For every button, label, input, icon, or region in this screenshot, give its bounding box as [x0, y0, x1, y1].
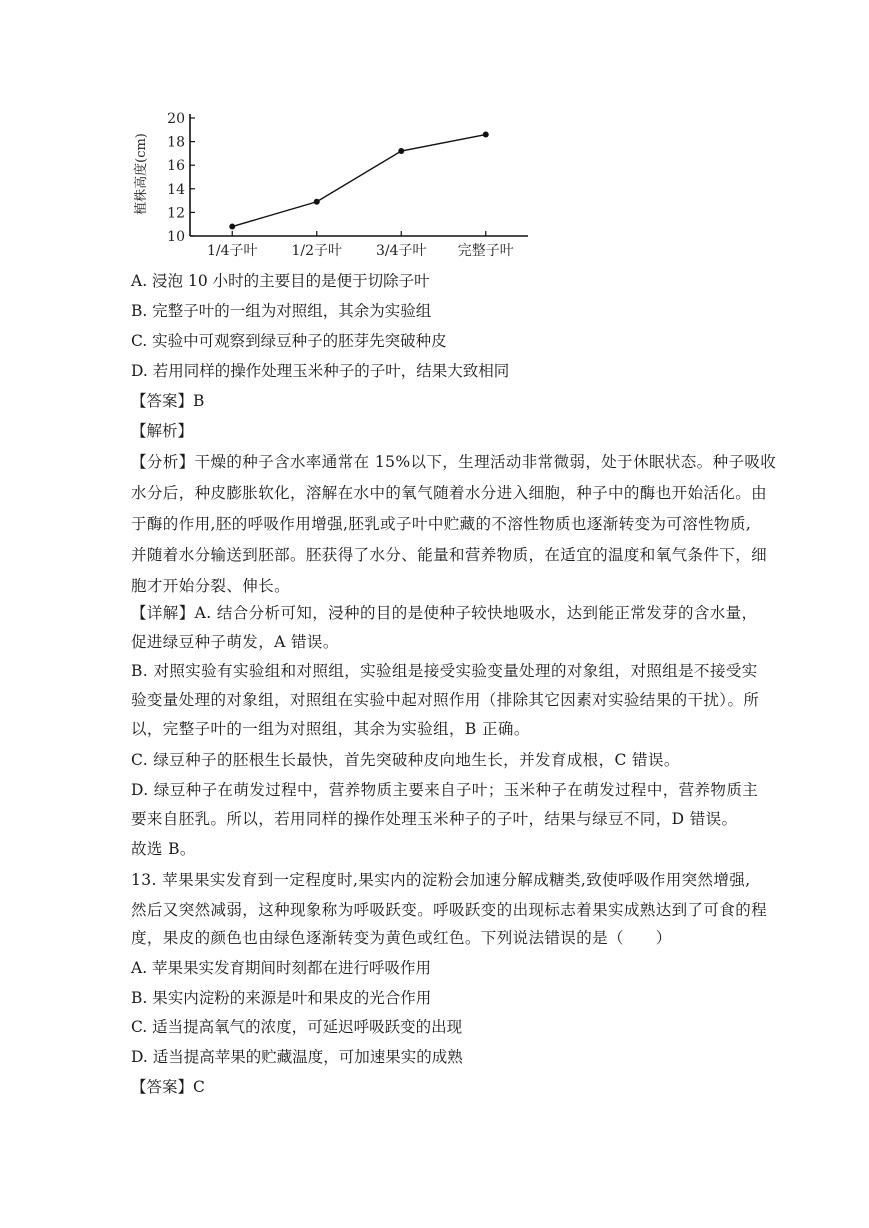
q12-fenxi-line: 于酶的作用,胚的呼吸作用增强,胚乳或子叶中贮藏的不溶性物质也逐渐转变为可溶性物质,: [131, 515, 752, 533]
q13-option-a: A. 苹果果实发育期间时刻都在进行呼吸作用: [131, 959, 432, 977]
y-tick-label: 14: [167, 181, 185, 198]
q12-analysis-title: 【解析】: [131, 422, 194, 440]
data-point: [483, 132, 489, 138]
x-category-label: 完整子叶: [457, 243, 514, 259]
q13-answer: 【答案】C: [131, 1078, 205, 1096]
x-category-labels: [207, 242, 514, 259]
x-category-label: 1/4子叶: [206, 243, 258, 259]
x-category-label: 3/4子叶: [375, 243, 427, 259]
q12-detail-line: 要来自胚乳。所以，若用同样的操作处理玉米种子的子叶，结果与绿豆不同，D 错误。: [131, 810, 738, 828]
q13-option-c: C. 适当提高氧气的浓度，可延迟呼吸跃变的出现: [131, 1018, 463, 1036]
data-point: [229, 224, 235, 230]
q12-option-c: C. 实验中可观察到绿豆种子的胚芽先突破种皮: [131, 332, 447, 350]
q12-detail-line: D. 绿豆种子在萌发过程中，营养物质主要来自子叶；玉米种子在萌发过程中，营养物质主: [131, 781, 759, 799]
q12-answer: 【答案】B: [131, 392, 205, 410]
q12-option-b: B. 完整子叶的一组为对照组，其余为实验组: [131, 302, 432, 320]
q12-fenxi-line: 水分后，种皮膨胀软化，溶解在水中的氧气随着水分进入细胞，种子中的酶也开始活化。由: [131, 484, 768, 502]
q12-option-d: D. 若用同样的操作处理玉米种子的子叶，结果大致相同: [131, 362, 510, 380]
y-tick-label: 20: [167, 111, 185, 127]
q12-fenxi-line: 【分析】干燥的种子含水率通常在 15%以下，生理活动非常微弱，处于休眠状态。种子吸收: [131, 453, 777, 471]
chart-axes: [190, 114, 528, 236]
x-category-label: 1/2子叶: [291, 243, 343, 259]
y-tick-label: 12: [167, 205, 185, 222]
q12-detail-line: 【详解】A. 结合分析可知，浸种的目的是使种子较快地吸水，达到能正常发芽的含水量，: [131, 604, 758, 622]
q12-detail-line: 验变量处理的对象组，对照组在实验中起对照作用（排除其它因素对实验结果的干扰）。所: [131, 691, 760, 709]
q13-stem-line: 13. 苹果果实发育到一定程度时,果实内的淀粉会加速分解成糖类,致使呼吸作用突然增强,: [131, 871, 751, 889]
q13-option-d: D. 适当提高苹果的贮藏温度，可加速果实的成熟: [131, 1048, 463, 1066]
y-tick-label: 16: [167, 158, 185, 175]
q13-stem-line: 然后又突然减弱，这种现象称为呼吸跃变。呼吸跃变的出现标志着果实成熟达到了可食的程: [131, 901, 768, 919]
plant-height-line-chart: [128, 104, 538, 266]
q12-option-a: A. 浸泡 10 小时的主要目的是便于切除子叶: [131, 272, 430, 290]
y-tick-label: 10: [167, 229, 185, 245]
q12-fenxi-line: 胞才开始分裂、伸长。: [131, 577, 291, 595]
chart-series: [229, 132, 489, 230]
data-point: [314, 199, 320, 205]
q12-fenxi-line: 并随着水分输送到胚部。胚获得了水分、能量和营养物质，在适宜的温度和氧气条件下，细: [131, 546, 768, 564]
y-tick-labels: [167, 111, 185, 245]
q12-detail-line: C. 绿豆种子的胚根生长最快，首先突破种皮向地生长，并发育成根，C 错误。: [131, 751, 680, 769]
q12-detail-line: B. 对照实验有实验组和对照组，实验组是接受实验变量处理的对象组，对照组是不接受实: [131, 662, 758, 680]
series-line: [232, 135, 486, 227]
q12-detail-line: 故选 B。: [131, 840, 196, 858]
q12-detail-line: 促进绿豆种子萌发，A 错误。: [131, 633, 339, 651]
q13-option-b: B. 果实内淀粉的来源是叶和果皮的光合作用: [131, 989, 432, 1007]
q12-detail-line: 以，完整子叶的一组为对照组，其余为实验组，B 正确。: [131, 720, 530, 738]
y-tick-label: 18: [167, 134, 185, 151]
y-axis-label: 植株高度(cm): [134, 133, 149, 215]
q13-stem-line: 度，果皮的颜色也由绿色逐渐转变为黄色或红色。下列说法错误的是（ ）: [131, 929, 672, 947]
data-point: [398, 148, 404, 154]
